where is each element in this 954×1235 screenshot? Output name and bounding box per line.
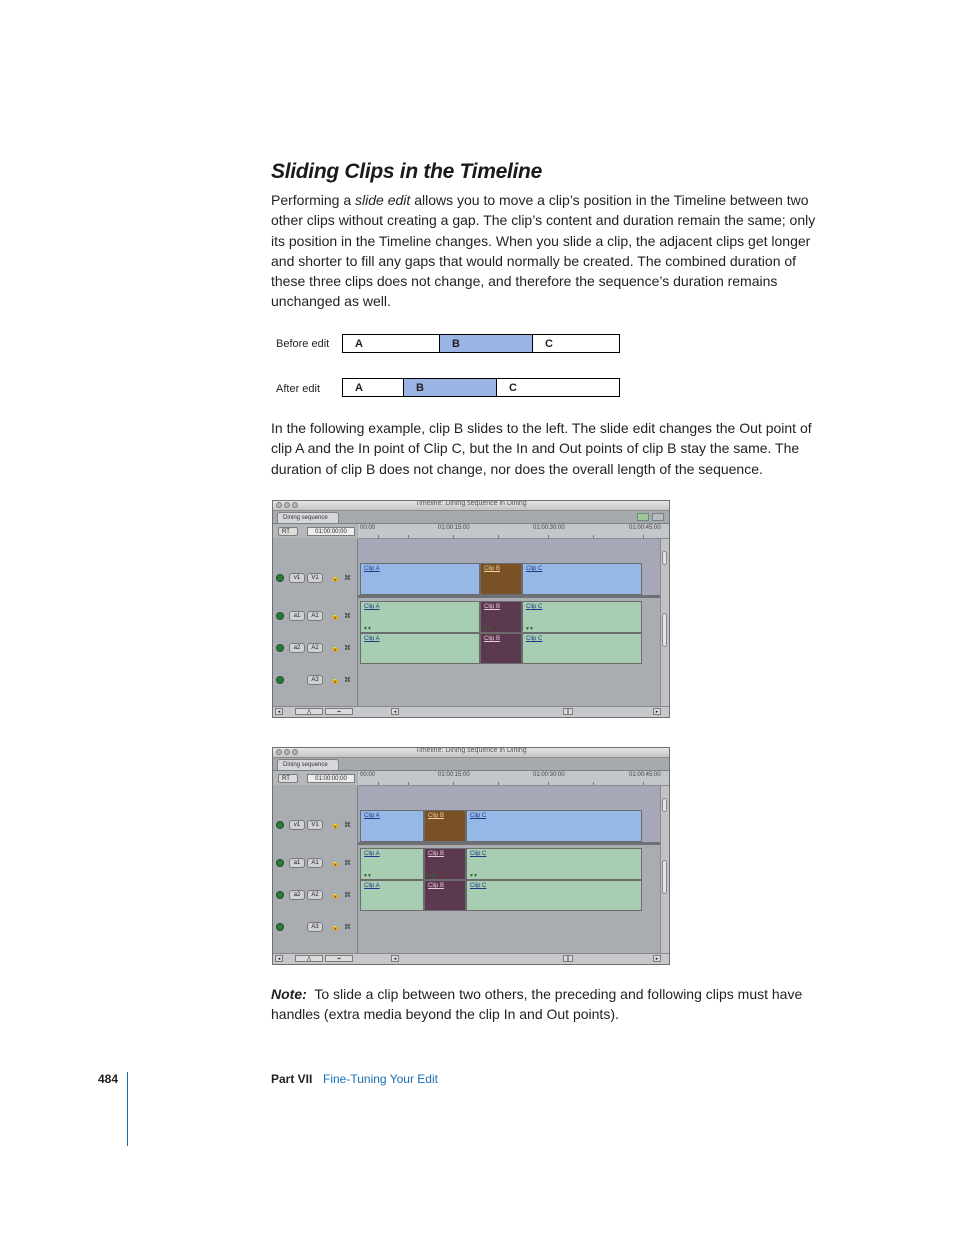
ruler-tick-label: 01:00:45:00 [629,772,661,778]
dest-a2-button[interactable]: A2 [307,643,323,653]
audio-toggle-icon[interactable]: ◂ [275,708,283,715]
source-v1-button[interactable]: v1 [289,820,305,830]
stereo-pair-icon: ▼▼ [427,873,435,879]
track-header-panel [273,786,358,954]
before-edit-label: Before edit [276,338,330,350]
after-seg-c: C [496,379,619,396]
source-a2-button[interactable]: a2 [289,643,305,653]
tab-dining-sequence[interactable]: Dining sequence [277,759,339,770]
track-visibility-icon[interactable] [276,574,284,582]
page-number: 484 [98,1072,119,1086]
stereo-pair-icon: ▼▼ [525,626,533,632]
scroll-right-icon[interactable]: ▸ [653,955,661,962]
time-ruler[interactable] [358,524,669,539]
audio-scroll-thumb[interactable] [662,613,667,647]
auto-select-icon[interactable]: ⌘ [344,860,351,867]
vertical-scrollbar[interactable] [660,539,669,707]
clip-a-v1[interactable]: Clip A [360,810,424,842]
audio-track-area [358,846,661,956]
zoom-slider[interactable]: ▪▪ [325,955,353,962]
auto-select-icon[interactable]: ⌘ [344,645,351,652]
after-seg-a: A [343,379,403,396]
ruler-tick-label: 01:00:30:00 [533,525,565,531]
horizontal-scroll-thumb[interactable]: || [563,955,573,962]
render-icon[interactable] [637,513,649,521]
source-a1-button[interactable]: a1 [289,611,305,621]
timeline-window-before [272,500,670,718]
tab-dining-sequence[interactable]: Dining sequence [277,512,339,523]
timeline-footer [273,953,669,964]
ruler-tick-label: 00:00 [360,772,376,778]
auto-select-icon[interactable]: ⌘ [344,924,351,931]
timeline-footer [273,706,669,717]
source-a2-button[interactable]: a2 [289,890,305,900]
note-paragraph: Note: To slide a clip between two others, the preceding and following clips must have handles (extra media beyond the clip In and Out points). [271,986,803,1023]
clip-c-v1[interactable]: Clip C [522,563,642,595]
slide-edit-term: slide edit [355,192,411,208]
source-v1-button[interactable]: v1 [289,573,305,583]
clip-c-a1[interactable]: Clip C [466,848,642,880]
lock-icon[interactable]: 🔒 [331,677,340,684]
clip-c-a2[interactable]: Clip C [522,633,642,664]
rt-menu-button[interactable]: RT [278,527,298,536]
ruler-tick-label: 01:00:30:00 [533,772,565,778]
after-edit-bar [342,378,620,397]
track-audible-icon[interactable] [276,644,284,652]
track-control-a2 [273,641,357,657]
scroll-right-icon[interactable]: ▸ [653,708,661,715]
auto-select-icon[interactable]: ⌘ [344,822,351,829]
timecode-field[interactable]: 01:00:00;00 [307,774,355,783]
clip-b-v1[interactable]: Clip B [480,563,522,595]
chapter-link[interactable]: Fine-Tuning Your Edit [323,1072,438,1086]
window-title: Timeline: Dining sequence in Dining [415,500,527,507]
window-titlebar [273,501,669,511]
video-track-area [358,786,661,842]
audio-track-area [358,599,661,709]
track-control-a3 [273,920,357,936]
scroll-left-icon[interactable]: ◂ [391,955,399,962]
clip-overlays-icon[interactable]: ⋀ [295,708,323,715]
intro-paragraph: Performing a slide edit allows you to move a clip’s position in the Timeline between two other clips without creating a gap. The clip’s content and duration remain the same; only its position in the Timeline changes. When you slide a clip, the adjacent clips get longer and shorter to fill any gaps that would normally be created. The combined duration of these three clips does not change, and therefore the sequence’s duration remains unchanged as well. [271,192,816,310]
auto-select-icon[interactable]: ⌘ [344,575,351,582]
before-seg-c: C [532,335,619,352]
before-seg-a: A [343,335,439,352]
before-seg-b: B [439,335,532,352]
lock-icon[interactable]: 🔒 [331,924,340,931]
track-audible-icon[interactable] [276,923,284,931]
ruler-tick-label: 01:00:15:00 [438,525,470,531]
track-header-panel [273,539,358,707]
lock-icon[interactable]: 🔒 [331,860,340,867]
track-audible-icon[interactable] [276,891,284,899]
dest-a1-button[interactable]: A1 [307,611,323,621]
auto-select-icon[interactable]: ⌘ [344,677,351,684]
dest-a3-button[interactable]: A3 [307,675,323,685]
auto-select-icon[interactable]: ⌘ [344,892,351,899]
track-divider[interactable] [358,595,661,598]
dest-a3-button[interactable]: A3 [307,922,323,932]
vertical-scrollbar[interactable] [660,786,669,954]
clip-b-a2[interactable]: Clip B [480,633,522,664]
track-control-v1 [273,571,357,587]
track-audible-icon[interactable] [276,612,284,620]
track-control-a3 [273,673,357,689]
track-control-a1 [273,609,357,625]
video-scroll-thumb[interactable] [662,551,667,565]
ruler-tick-label: 01:00:15:00 [438,772,470,778]
lock-icon[interactable]: 🔒 [331,613,340,620]
stereo-pair-icon: ▼▼ [363,626,371,632]
dest-v1-button[interactable]: V1 [307,820,323,830]
clip-b-v1[interactable]: Clip B [424,810,466,842]
clip-b-a1[interactable]: Clip B [424,848,466,880]
track-audible-icon[interactable] [276,676,284,684]
dest-a1-button[interactable]: A1 [307,858,323,868]
clip-a-a1[interactable]: Clip A [360,601,480,633]
horizontal-scroll-thumb[interactable]: || [563,708,573,715]
clip-c-a2[interactable]: Clip C [466,880,642,911]
lock-icon[interactable]: 🔒 [331,575,340,582]
video-track-area [358,539,661,595]
track-audible-icon[interactable] [276,859,284,867]
example-paragraph: In the following example, clip B slides to the left. The slide edit changes the Out point of clip A and the In point of Clip C, but the In and Out points of clip B stay the same. The duration of clip B does not change, nor does the overall length of the sequence. [271,420,812,477]
timecode-field[interactable]: 01:00:00;00 [307,527,355,536]
audio-scroll-thumb[interactable] [662,860,667,894]
track-control-a2 [273,888,357,904]
expand-icon[interactable] [652,513,664,521]
before-edit-bar [342,334,620,353]
rt-menu-button[interactable]: RT [278,774,298,783]
clip-b-a1[interactable]: Clip B [480,601,522,633]
track-control-a1 [273,856,357,872]
clip-a-a2[interactable]: Clip A [360,880,424,911]
clip-b-a2[interactable]: Clip B [424,880,466,911]
clip-c-a1[interactable]: Clip C [522,601,642,633]
section-heading: Sliding Clips in the Timeline [271,160,542,183]
time-ruler[interactable] [358,771,669,786]
lock-icon[interactable]: 🔒 [331,822,340,829]
timeline-window-after [272,747,670,965]
clip-a-a1[interactable]: Clip A [360,848,424,880]
after-seg-b: B [403,379,496,396]
window-title: Timeline: Dining sequence in Dining [415,747,527,754]
ruler-tick-label: 01:00:45:00 [629,525,661,531]
ruler-tick-label: 00:00 [360,525,376,531]
clip-a-a2[interactable]: Clip A [360,633,480,664]
tab-row [273,511,669,524]
clip-a-v1[interactable]: Clip A [360,563,480,595]
dest-a2-button[interactable]: A2 [307,890,323,900]
dest-v1-button[interactable]: V1 [307,573,323,583]
stereo-pair-icon: ▼▼ [469,873,477,879]
video-scroll-thumb[interactable] [662,798,667,812]
zoom-slider[interactable]: ▪▪ [325,708,353,715]
audio-toggle-icon[interactable]: ◂ [275,955,283,962]
stereo-pair-icon: ▼▼ [363,873,371,879]
timeline-controls [273,771,357,785]
scroll-left-icon[interactable]: ◂ [391,708,399,715]
track-divider[interactable] [358,842,661,845]
track-visibility-icon[interactable] [276,821,284,829]
note-label: Note: [271,986,307,1002]
tab-row [273,758,669,771]
clip-overlays-icon[interactable]: ⋀ [295,955,323,962]
after-edit-label: After edit [276,383,321,395]
lock-icon[interactable]: 🔒 [331,645,340,652]
clip-c-v1[interactable]: Clip C [466,810,642,842]
part-label: Part VII [271,1072,313,1086]
track-control-v1 [273,818,357,834]
timeline-controls [273,524,357,538]
auto-select-icon[interactable]: ⌘ [344,613,351,620]
lock-icon[interactable]: 🔒 [331,892,340,899]
window-titlebar [273,748,669,758]
footer-rule [127,1072,128,1146]
stereo-pair-icon: ▼▼ [483,626,491,632]
source-a1-button[interactable]: a1 [289,858,305,868]
